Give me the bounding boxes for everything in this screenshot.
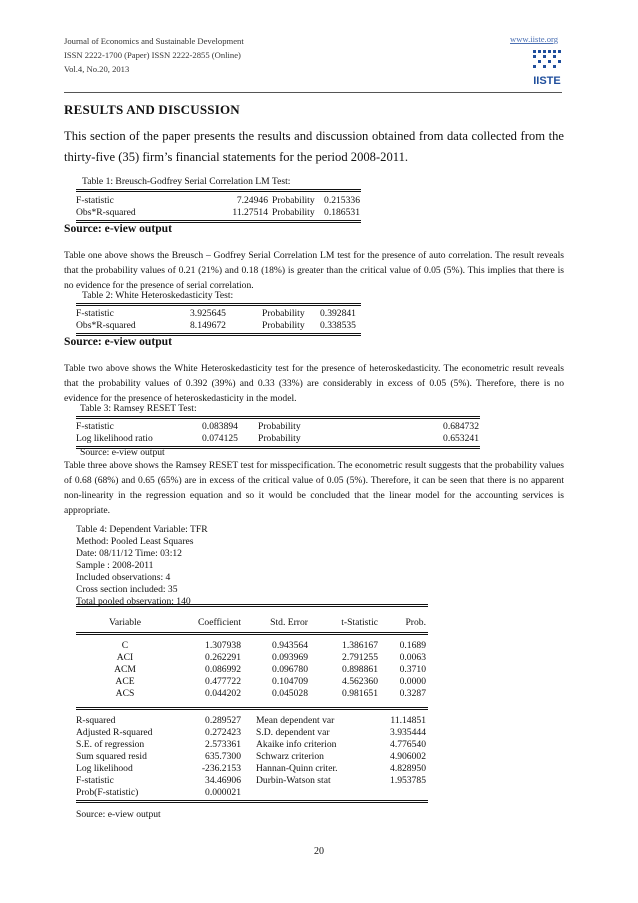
stats-cell: Schwarz criterion: [256, 751, 324, 762]
stats-cell: 0.289527: [205, 715, 241, 726]
page-number: 20: [314, 846, 324, 857]
stats-cell: Prob(F-statistic): [76, 787, 139, 798]
table-cell: ACM: [114, 664, 136, 675]
table-cell: 0.981651: [342, 688, 378, 699]
section-title: RESULTS AND DISCUSSION: [64, 102, 240, 117]
journal-header: [64, 34, 244, 76]
journal-url-link[interactable]: www.iiste.org: [510, 34, 558, 44]
table-cell: 0.0000: [399, 676, 426, 687]
journal-volume: Vol.4, No.20, 2013: [64, 64, 130, 74]
stats-cell: Akaike info criterion: [256, 739, 337, 750]
stats-cell: 635.7300: [205, 751, 241, 762]
table-cell: 0.0063: [399, 652, 426, 663]
paragraph-table-3: Table three above shows the Ramsey RESET test for misspecification. The econometric result suggests that the probability values of 0.68 (68%) and 0.65 (65%) are in excess of the critical value of 0.05 (5%). Therefore, it can be seen that there is no apparent non-linearity in the regression equation and so it would be concluded that the linear model for the accounting services is appropriate.: [64, 460, 564, 516]
table-4-caption: Table 4: Dependent Variable: TFR: [76, 524, 208, 535]
paragraph-table-1: Table one above shows the Breusch – Godfrey Serial Correlation LM test for the presence of auto correlation. The result reveals that the probability values of 0.21 (21%) and 0.18 (18%) is greater than the critical value of 0.05 (5%). This implies that there is no evidence for the presence of serial correlation.: [64, 250, 564, 291]
table-cell: 0.045028: [272, 688, 308, 699]
stats-cell: 2.573361: [205, 739, 241, 750]
table-cell: 0.3287: [399, 688, 426, 699]
source-label-1: Source: e-view output: [64, 222, 172, 235]
table-cell: 0.093969: [272, 652, 308, 663]
stats-cell: R-squared: [76, 715, 116, 726]
stats-cell: -236.2153: [201, 763, 241, 774]
stats-cell: 4.828950: [390, 763, 426, 774]
stats-cell: Hannan-Quinn criter.: [256, 763, 338, 774]
table-cell: 0.262291: [205, 652, 241, 663]
table-cell: ACE: [115, 676, 135, 687]
table-cell: 0.104709: [272, 676, 308, 687]
paragraph-table-2: Table two above shows the White Heteroskedasticity test for the presence of heteroskedasticity. The econometric result reveals that the probability values of 0.392 (39%) and 0.33 (33%) are considerably in excess of 0.05 (5%). Therefore, there is no evidence for the presence of heteroskedasticity in the model.: [64, 363, 564, 404]
table-cell: ACS: [115, 688, 135, 699]
table-cell: 0.3710: [399, 664, 426, 675]
table-4-meta: Table 4: Dependent Variable: TFR Method: Pooled Least Squares Date: 08/11/12 Time: 03:12 Sample : 2008-2011 Included observations: 4 Cross section included: 35 Total pooled observation: 140: [76, 524, 208, 607]
logo-text: IISTE: [533, 75, 561, 87]
table-cell: 1.307938: [205, 640, 241, 651]
table-cell: 0.044202: [205, 688, 241, 699]
stats-cell: 11.14851: [390, 715, 426, 726]
lead-paragraph: This section of the paper presents the results and discussion obtained from data collected from the thirty-five (35) firm’s financial statements for the period 2008-2011.: [64, 129, 564, 164]
table-cell: 2.791255: [342, 652, 378, 663]
source-label-4: Source: e-view output: [76, 809, 161, 820]
journal-issn: ISSN 2222-1700 (Paper) ISSN 2222-2855 (Online): [64, 50, 241, 60]
stats-cell: S.D. dependent var: [256, 727, 330, 738]
stats-cell: 4.776540: [390, 739, 426, 750]
stats-cell: 0.000021: [205, 787, 241, 798]
table-cell: 4.562360: [342, 676, 378, 687]
stats-cell: Log likelihood: [76, 763, 133, 774]
table-cell: C: [121, 640, 129, 651]
stats-cell: Sum squared resid: [76, 751, 147, 762]
table-cell: 0.898861: [342, 664, 378, 675]
stats-cell: Mean dependent var: [256, 715, 335, 726]
table-cell: 0.943564: [272, 640, 308, 651]
stats-cell: F-statistic: [76, 775, 114, 786]
table-cell: 0.477722: [205, 676, 241, 687]
table-2-caption: Table 2: White Heteroskedasticity Test:: [82, 290, 234, 301]
stats-cell: 3.935444: [390, 727, 426, 738]
stats-cell: Adjusted R-squared: [76, 727, 153, 738]
iiste-logo-icon: [530, 48, 564, 90]
table-cell: 0.1689: [399, 640, 426, 651]
table-cell: 0.096780: [272, 664, 308, 675]
source-label-3: Source: e-view output: [80, 447, 165, 458]
header-rule: [64, 92, 562, 93]
stats-cell: 34.46906: [205, 775, 241, 786]
stats-cell: Durbin-Watson stat: [256, 775, 331, 786]
table-cell: 0.086992: [205, 664, 241, 675]
journal-name: Journal of Economics and Sustainable Development: [64, 36, 244, 46]
table-cell: 1.386167: [342, 640, 378, 651]
table-4: Variable Coefficient Std. Error t-Statistic Prob. C 1.307938 0.943564 1.386167 0.1689 ACI 0.262291 0.093969 2.791255 0.0063 ACM 0.086992 0.096780 0.898861 0.3710 ACE 0.477722 0.104709 4.562360 0.0000 ACS 0.044202 0.045028 0.981651 0.3287 R-squared 0.289527 Mean dependent var 11.14851 Adjusted R-squared 0.272423 S.D. dependent var 3.935444 S.E. of regression 2.573361 Akaike info criterion 4.776540 Sum squared resid 635.7300 Schwarz criterion 4.906002 Log likelihood -236.2153 Hannan-Quinn criter. 4.828950 F-statistic 34.46906 Durbin-Watson stat 1.953785 Prob(F-statistic) 0.000021: [76, 604, 428, 804]
table-3-caption: Table 3: Ramsey RESET Test:: [80, 403, 197, 414]
stats-cell: 1.953785: [390, 775, 426, 786]
stats-cell: S.E. of regression: [76, 739, 145, 750]
source-label-2: Source: e-view output: [64, 335, 172, 348]
stats-cell: 0.272423: [205, 727, 241, 738]
table-cell: ACI: [116, 652, 134, 663]
stats-cell: 4.906002: [390, 751, 426, 762]
table-1-caption: Table 1: Breusch-Godfrey Serial Correlation LM Test:: [82, 176, 291, 187]
